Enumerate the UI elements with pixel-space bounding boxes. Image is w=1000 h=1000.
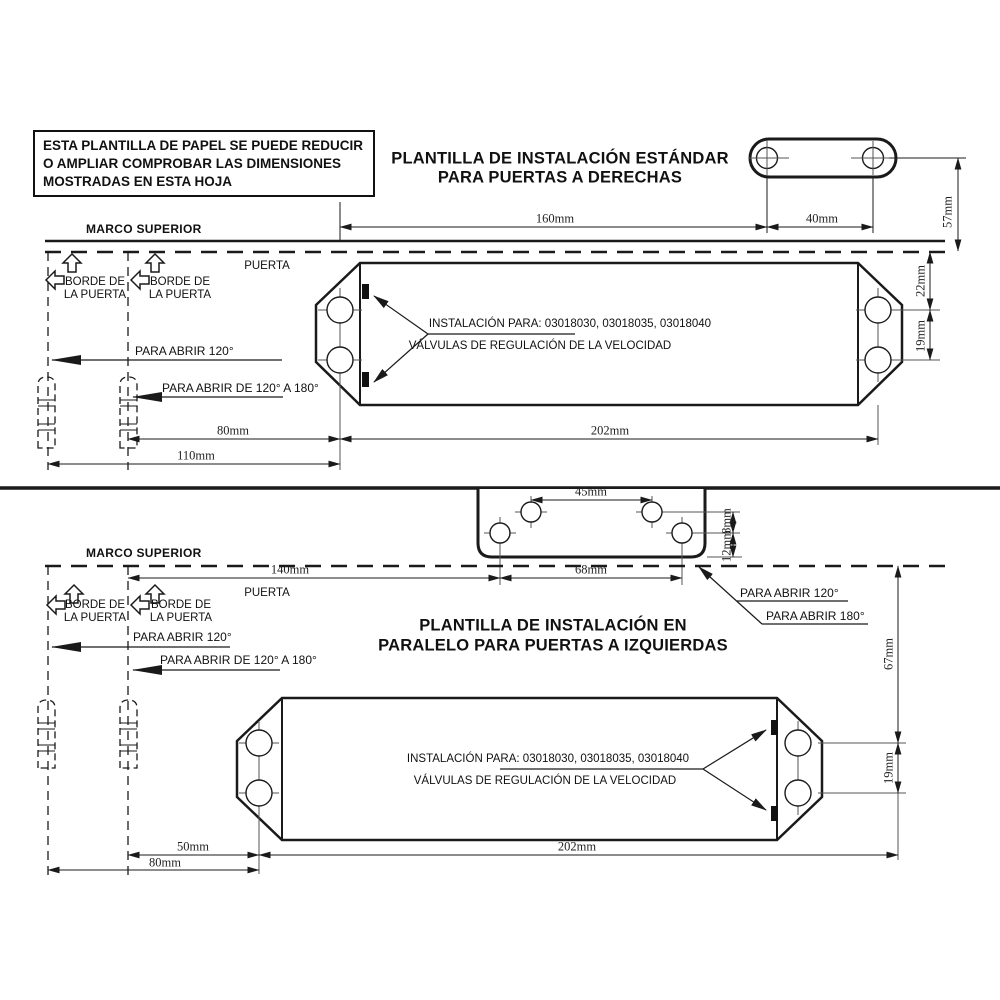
- marco-superior-label: MARCO SUPERIOR: [86, 222, 202, 236]
- open-120-180-label: PARA ABRIR DE 120° A 180°: [162, 381, 319, 395]
- warning-line: MOSTRADAS EN ESTA HOJA: [43, 173, 233, 189]
- dim-8-label: 8mm: [719, 508, 734, 534]
- dim-19-label: 19mm: [913, 320, 928, 352]
- mount-hole: [327, 347, 353, 373]
- mount-hole: [785, 780, 811, 806]
- door-edge-label-line2: LA PUERTA: [149, 612, 213, 624]
- bracket-hole: [521, 502, 541, 522]
- door-edge-label: [149, 276, 211, 302]
- bracket-hole: [490, 523, 510, 543]
- dim-80-label: 80mm: [217, 423, 249, 438]
- door-edge-label-line1: BORDE DE: [64, 276, 126, 288]
- dim-40-label: 40mm: [806, 211, 838, 226]
- dim-12-label: 12mm: [719, 530, 734, 562]
- dim-45-label: 45mm: [575, 484, 607, 499]
- mount-hole: [865, 297, 891, 323]
- dim-19-label: 19mm: [881, 752, 896, 784]
- valves-label: VÁLVULAS DE REGULACIÓN DE LA VELOCIDAD: [413, 775, 677, 787]
- warning-line: ESTA PLANTILLA DE PAPEL SE PUEDE REDUCIR: [43, 138, 364, 153]
- warning-box: [33, 130, 375, 197]
- dim-202-label: 202mm: [557, 839, 597, 854]
- mount-hole: [327, 297, 353, 323]
- dim-110-label: 110mm: [177, 448, 215, 463]
- installation-for-label: INSTALACIÓN PARA: 03018030, 03018035, 03018040: [406, 753, 690, 765]
- valve-mark: [362, 284, 369, 299]
- bottom-title-line1: PLANTILLA DE INSTALACIÓN EN: [419, 616, 687, 635]
- door-edge-label: [64, 599, 126, 625]
- dim-57-label: 57mm: [940, 196, 955, 228]
- bottom-title-line2: PARALELO PARA PUERTAS A IZQUIERDAS: [378, 636, 728, 655]
- valve-mark: [771, 720, 778, 735]
- dim-22-label: 22mm: [913, 265, 928, 297]
- door-edge-label-line1: BORDE DE: [149, 276, 211, 288]
- hinge: [38, 700, 137, 768]
- door-edge-label-line2: LA PUERTA: [148, 289, 212, 301]
- dim-67-label: 67mm: [881, 638, 896, 670]
- open-120-right-label: PARA ABRIR 120°: [740, 586, 839, 600]
- valve-mark: [771, 806, 778, 821]
- open-120-180-label: PARA ABRIR DE 120° A 180°: [160, 653, 317, 667]
- door-edge-label-line1: BORDE DE: [150, 599, 212, 611]
- hinge: [38, 377, 137, 448]
- mount-hole: [785, 730, 811, 756]
- mount-hole: [246, 730, 272, 756]
- bracket-hole: [672, 523, 692, 543]
- top-title-line2: PARA PUERTAS A DERECHAS: [437, 168, 683, 187]
- dim-140-label: 140mm: [270, 562, 310, 577]
- door-edge-label-line1: BORDE DE: [64, 599, 126, 611]
- door-edge-label-line2: LA PUERTA: [63, 289, 127, 301]
- open-120-label: PARA ABRIR 120°: [135, 344, 234, 358]
- valves-label: VÁLVULAS DE REGULACIÓN DE LA VELOCIDAD: [408, 340, 672, 352]
- door-edge-label-line2: LA PUERTA: [63, 612, 127, 624]
- dim-202-label: 202mm: [590, 423, 630, 438]
- mount-hole: [865, 347, 891, 373]
- installation-for-label: INSTALACIÓN PARA: 03018030, 03018035, 03018040: [428, 318, 712, 330]
- door-edge-label: [64, 276, 126, 302]
- dim-50-label: 50mm: [177, 839, 209, 854]
- puerta-label: PUERTA: [244, 260, 290, 272]
- closer-body-plate: [316, 263, 902, 405]
- dim-160-label: 160mm: [535, 211, 575, 226]
- top-title-line1: PLANTILLA DE INSTALACIÓN ESTÁNDAR: [391, 149, 729, 168]
- puerta-label: PUERTA: [244, 587, 290, 599]
- dim-68-label: 68mm: [575, 562, 607, 577]
- valve-mark: [362, 372, 369, 387]
- door-edge-label: [150, 599, 212, 625]
- open-120-label: PARA ABRIR 120°: [133, 630, 232, 644]
- open-180-right-label: PARA ABRIR 180°: [766, 609, 865, 623]
- mount-hole: [246, 780, 272, 806]
- marco-superior-label: MARCO SUPERIOR: [86, 546, 202, 560]
- dim-80-label: 80mm: [149, 855, 181, 870]
- bracket-hole: [642, 502, 662, 522]
- warning-line: O AMPLIAR COMPROBAR LAS DIMENSIONES: [43, 155, 342, 171]
